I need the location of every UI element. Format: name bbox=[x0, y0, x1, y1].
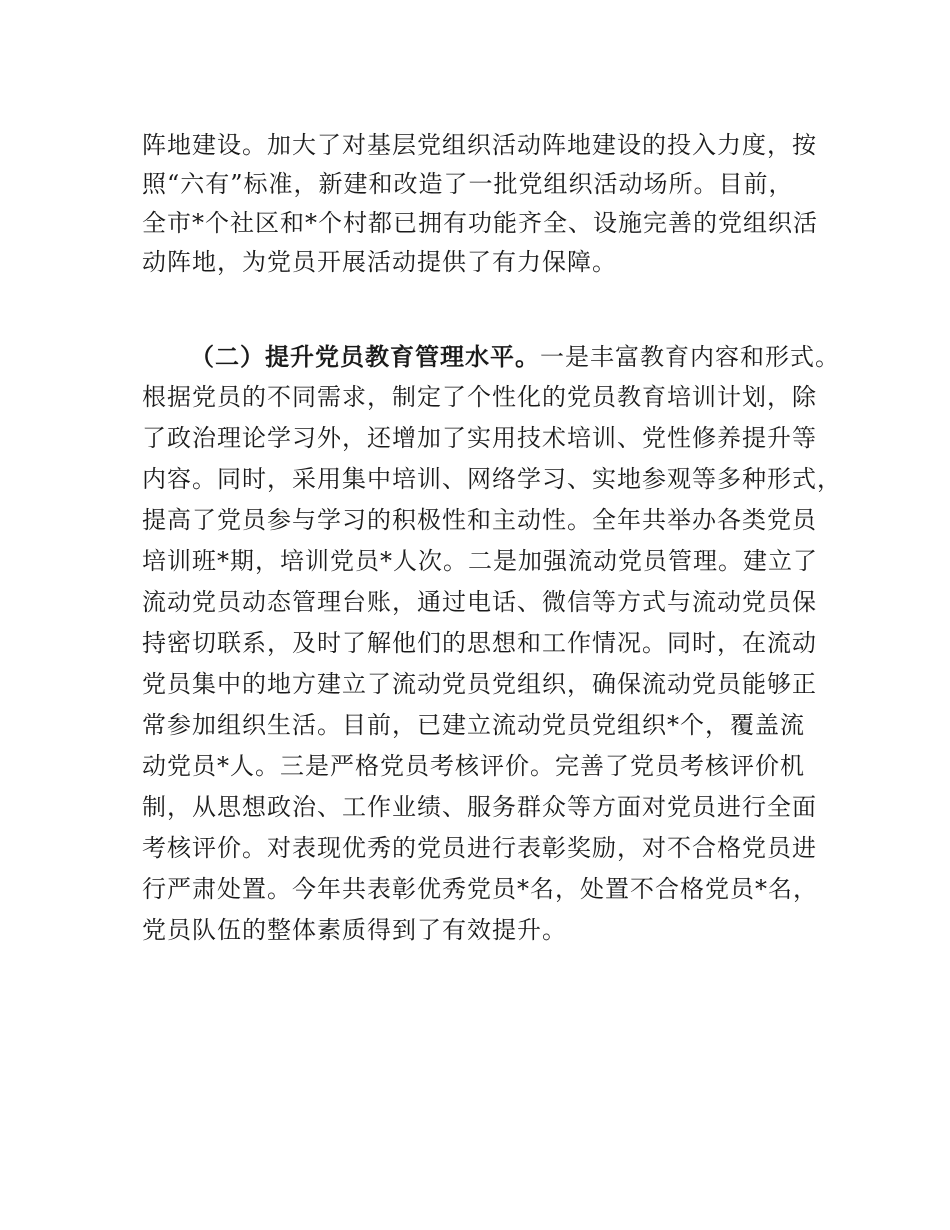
paragraph-line: 了政治理论学习外，还增加了实用技术培训、党性修养提升等 bbox=[142, 424, 817, 452]
paragraph-line: 培训班*期，培训党员*人次。二是加强流动党员管理。建立了 bbox=[142, 547, 818, 575]
paragraph-line: 内容。同时，采用集中培训、网络学习、实地参观等多种形式， bbox=[142, 465, 842, 493]
paragraph-line: 常参加组织生活。目前，已建立流动党员党组织*个，覆盖流 bbox=[142, 711, 805, 739]
paragraph-line: 动党员*人。三是严格党员考核评价。完善了党员考核评价机 bbox=[142, 752, 805, 780]
section-heading-line bbox=[142, 336, 842, 377]
paragraph-line: 动阵地，为党员开展活动提供了有力保障。 bbox=[142, 248, 617, 276]
paragraph-line: 党员队伍的整体素质得到了有效提升。 bbox=[142, 916, 567, 944]
paragraph-line: 行严肃处置。今年共表彰优秀党员*名，处置不合格党员*名， bbox=[142, 875, 818, 903]
section-heading: （二）提升党员教育管理水平。 bbox=[190, 342, 540, 371]
paragraph-line: 根据党员的不同需求，制定了个性化的党员教育培训计划，除 bbox=[142, 383, 817, 411]
paragraph-line: 流动党员动态管理台账，通过电话、微信等方式与流动党员保 bbox=[142, 588, 817, 616]
paragraph-line: 持密切联系，及时了解他们的思想和工作情况。同时，在流动 bbox=[142, 629, 817, 657]
paragraph-line: 党员集中的地方建立了流动党员党组织，确保流动党员能够正 bbox=[142, 670, 817, 698]
paragraph-2 bbox=[142, 336, 842, 951]
paragraph-line: 提高了党员参与学习的积极性和主动性。全年共举办各类党员 bbox=[142, 506, 817, 534]
paragraph-line: 照“六有”标准，新建和改造了一批党组织活动场所。目前， bbox=[142, 170, 794, 198]
paragraph-1 bbox=[142, 126, 842, 282]
paragraph-line: 考核评价。对表现优秀的党员进行表彰奖励，对不合格党员进 bbox=[142, 834, 817, 862]
paragraph-line: 阵地建设。加大了对基层党组织活动阵地建设的投入力度，按 bbox=[142, 131, 817, 159]
heading-line-rest: 一是丰富教育内容和形式。 bbox=[540, 343, 840, 371]
paragraph-line: 全市*个社区和*个村都已拥有功能齐全、设施完善的党组织活 bbox=[142, 209, 818, 237]
paragraph-line: 制，从思想政治、工作业绩、服务群众等方面对党员进行全面 bbox=[142, 793, 817, 821]
